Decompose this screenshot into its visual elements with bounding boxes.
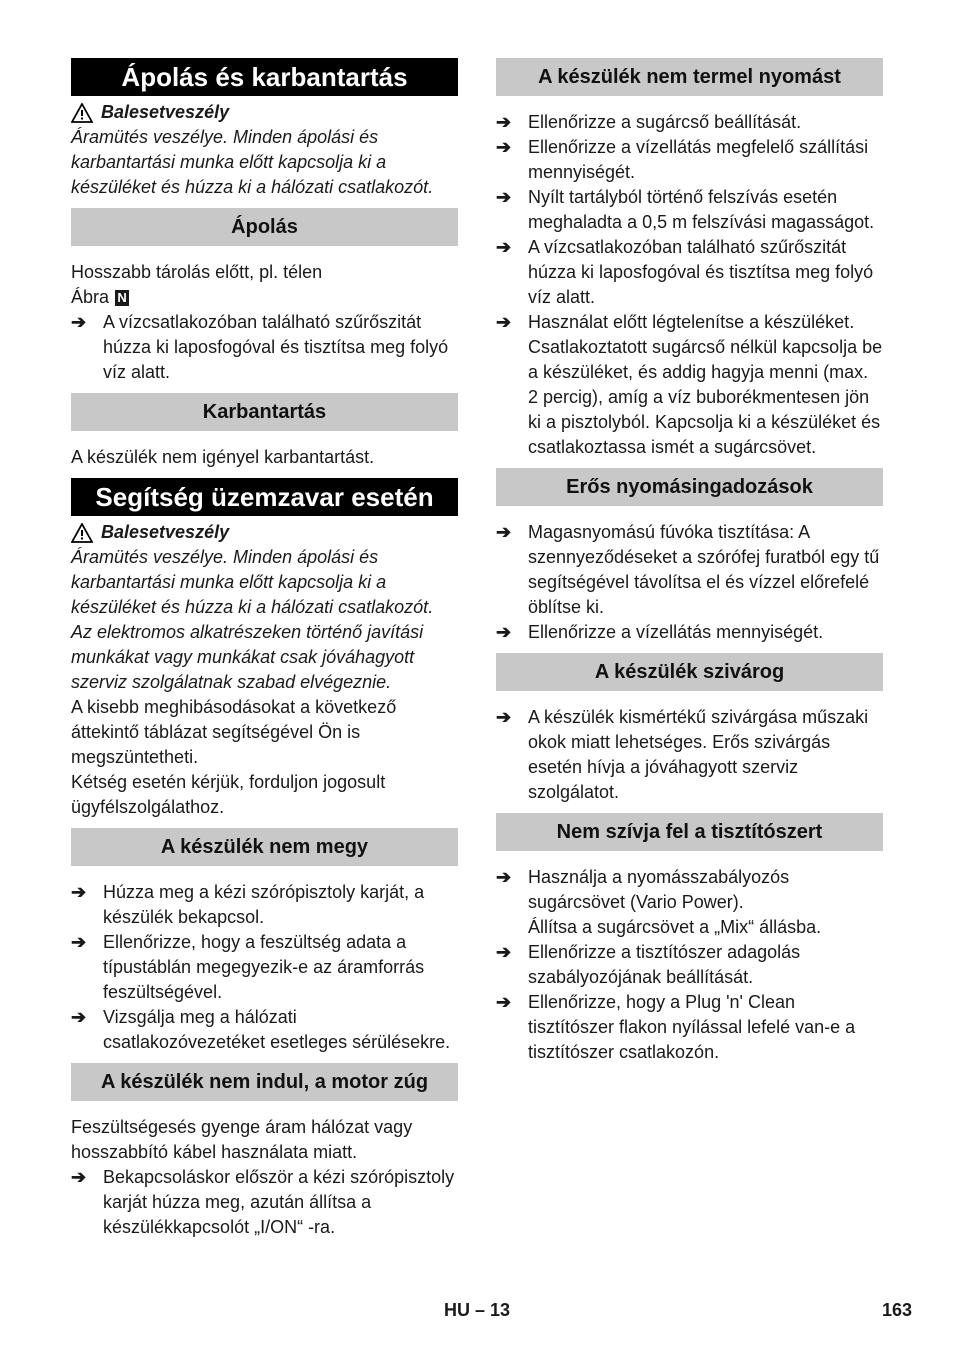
list-item (496, 310, 883, 335)
arrow-right-icon: ➔ (71, 882, 87, 902)
segitseg-text: A kisebb meghibásodásokat a következő áttekintő táblázat segítségével Ön is megszüntetheti. (71, 697, 397, 767)
subsection-szivarog: A készülék szivárog (496, 653, 883, 691)
arrow-right-icon: ➔ (71, 1007, 87, 1027)
arrow-right-icon: ➔ (496, 187, 512, 207)
warning-text: Áramütés veszélye. Minden ápolási és karbantartási munka előtt kapcsolja ki a készüléket és húzza ki a hálózati csatlakozót. (71, 127, 434, 197)
warning-heading (71, 100, 458, 125)
subsection-nem-indul: A készülék nem indul, a motor zúg (71, 1063, 458, 1101)
arrow-right-icon: ➔ (496, 522, 512, 542)
list-item (496, 990, 883, 1065)
list-item-text: Használja a nyomásszabályozós sugárcsövet (Vario Power). (528, 867, 790, 912)
list-item (496, 865, 883, 915)
warning-triangle-icon (71, 103, 93, 123)
list-item (496, 235, 883, 310)
list-item (71, 930, 458, 1005)
list-item (71, 1165, 458, 1240)
list-item (496, 185, 883, 235)
list-item-text: A vízcsatlakozóban található szűrőszitát húzza ki laposfogóval és tisztítsa meg folyó víz alatt. (528, 237, 874, 307)
list-item (71, 880, 458, 930)
list-item-text: Használat előtt légtelenítse a készüléket. (528, 312, 855, 332)
list-item-text: Bekapcsoláskor először a kézi szórópisztoly karját húzza meg, azután állítsa a készülékkapcsolót „I/ON“ -ra. (103, 1167, 455, 1237)
subsection-nyomasingadozasok: Erős nyomásingadozások (496, 468, 883, 506)
list-item (496, 135, 883, 185)
list-item-text: Ellenőrizze a vízellátás megfelelő szállítási mennyiségét. (528, 137, 869, 182)
figure-reference (71, 285, 458, 310)
subsection-nem-termel-nyomast: A készülék nem termel nyomást (496, 58, 883, 96)
subsection-nem-szivja-fel: Nem szívja fel a tisztítószert (496, 813, 883, 851)
list-item (496, 620, 883, 645)
figure-label: Ábra (71, 287, 110, 307)
list-item (496, 520, 883, 620)
section-title-segitseg: Segítség üzemzavar esetén (71, 478, 458, 516)
subsection-nem-megy: A készülék nem megy (71, 828, 458, 866)
arrow-right-icon: ➔ (71, 312, 87, 332)
arrow-right-icon: ➔ (496, 237, 512, 257)
list-item-text: A készülék kismértékű szivárgása műszaki okok miatt lehetséges. Erős szivárgás esetén hívja a jóváhagyott szerviz szolgálatot. (528, 707, 869, 802)
list-item-text: Magasnyomású fúvóka tisztítása: A szennyeződéseket a szórófej furatból egy tű segítségével távolítsa el és vízzel előrefelé öblítse ki. (528, 522, 880, 617)
arrow-right-icon: ➔ (496, 112, 512, 132)
list-item (496, 940, 883, 990)
segitseg-text: Kétség esetén kérjük, forduljon jogosult ügyfélszolgálathoz. (71, 772, 386, 817)
warning-title: Balesetveszély (101, 522, 230, 542)
list-item-text: Ellenőrizze, hogy a Plug 'n' Clean tisztítószer flakon nyílással lefelé van-e a tisztítószer csatlakozón. (528, 992, 856, 1062)
right-column (496, 58, 883, 1065)
subsection-apolas: Ápolás (71, 208, 458, 246)
figure-badge: N (115, 290, 129, 306)
list-item-text: Ellenőrizze a vízellátás mennyiségét. (528, 622, 824, 642)
subsection-karbantartas: Karbantartás (71, 393, 458, 431)
arrow-right-icon: ➔ (71, 1167, 87, 1187)
arrow-right-icon: ➔ (496, 992, 512, 1012)
list-item (496, 705, 883, 805)
left-column (71, 58, 458, 1240)
list-item-continuation: Állítsa a sugárcsövet a „Mix“ állásba. (528, 917, 822, 937)
list-item-text: Húzza meg a kézi szórópisztoly karját, a készülék bekapcsol. (103, 882, 425, 927)
nem-indul-text: Feszültségesés gyenge áram hálózat vagy hosszabbító kábel használata miatt. (71, 1117, 413, 1162)
list-item-text: Nyílt tartályból történő felszívás esetén meghaladta a 0,5 m felszívási magasságot. (528, 187, 875, 232)
arrow-right-icon: ➔ (496, 622, 512, 642)
warning-triangle-icon (71, 523, 93, 543)
list-item (71, 310, 458, 385)
section-title-apolas-karbantartas: Ápolás és karbantartás (71, 58, 458, 96)
list-item-text: Ellenőrizze a sugárcső beállítását. (528, 112, 802, 132)
arrow-right-icon: ➔ (496, 707, 512, 727)
list-item-text: Ellenőrizze a tisztítószer adagolás szabályozójának beállítását. (528, 942, 801, 987)
warning-text: Az elektromos alkatrészeken történő javítási munkákat vagy munkákat csak jóváhagyott szerviz szolgálatnak szabad elvégeznie. (71, 622, 424, 692)
arrow-right-icon: ➔ (496, 312, 512, 332)
footer-section-label: HU – 13 (443, 1300, 511, 1320)
page-number: 163 (881, 1300, 912, 1320)
list-item-continuation: Csatlakoztatott sugárcső nélkül kapcsolja be a készüléket, és addig hagyja menni (max. 2 percig), amíg a víz buborékmentesen jön ki a pisztolyból. Kapcsolja ki a készüléket és csatlakoztassa ismét a sugárcsövet. (528, 337, 883, 457)
list-item-text: Ellenőrizze, hogy a feszültség adata a típustáblán megegyezik-e az áramforrás feszültségével. (103, 932, 425, 1002)
arrow-right-icon: ➔ (71, 932, 87, 952)
apolas-text: Hosszabb tárolás előtt, pl. télen (71, 262, 323, 282)
list-item (71, 1005, 458, 1055)
list-item-text: A vízcsatlakozóban található szűrőszitát húzza ki laposfogóval és tisztítsa meg folyó víz alatt. (103, 312, 449, 382)
list-item (496, 110, 883, 135)
warning-title: Balesetveszély (101, 102, 230, 122)
arrow-right-icon: ➔ (496, 867, 512, 887)
list-item-text: Vizsgálja meg a hálózati csatlakozóvezetéket esetleges sérülésekre. (103, 1007, 451, 1052)
arrow-right-icon: ➔ (496, 137, 512, 157)
karbantartas-text: A készülék nem igényel karbantartást. (71, 447, 375, 467)
warning-heading (71, 520, 458, 545)
arrow-right-icon: ➔ (496, 942, 512, 962)
warning-text: Áramütés veszélye. Minden ápolási és karbantartási munka előtt kapcsolja ki a készüléket és húzza ki a hálózati csatlakozót. (71, 547, 434, 617)
